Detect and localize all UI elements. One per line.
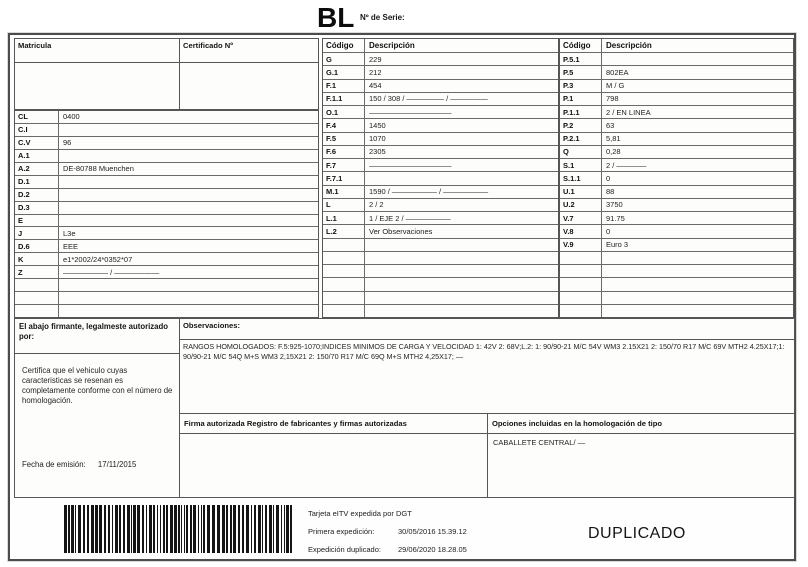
code-cell: F.1: [323, 80, 365, 92]
value-cell: 63: [606, 120, 615, 130]
value-cell: 0400: [63, 112, 80, 122]
code-row-F.7: [323, 159, 558, 172]
code-cell: [15, 279, 59, 291]
code-cell: V.7: [560, 212, 602, 224]
code-cell: [560, 252, 602, 264]
value-cell: [59, 189, 318, 201]
code-row-F.1.1: [323, 93, 558, 106]
empty-row: [323, 265, 558, 278]
firma-content: [180, 434, 487, 438]
barcode: [64, 505, 292, 553]
value-cell: 150 / 308 / ————— / —————: [369, 94, 488, 104]
signer-header-label: El abajo firmante, legalmeste autorizado por:: [19, 322, 169, 341]
empty-row: [15, 279, 318, 292]
observaciones-body-box: [179, 339, 795, 414]
serial-number-label: Nº de Serie:: [360, 13, 405, 22]
value-cell: 2 / 2: [369, 200, 384, 210]
code-row-C.I: [15, 124, 318, 137]
code-row-D.3: [15, 202, 318, 215]
matricula-label: Matricula: [15, 39, 179, 63]
code-cell: [15, 305, 59, 317]
signer-body-box: [14, 353, 180, 498]
value-cell: EEE: [63, 241, 79, 251]
code-cell: P.3: [560, 80, 602, 92]
empty-row: [323, 292, 558, 305]
value-cell: 3750: [606, 200, 623, 210]
duplicado-stamp: DUPLICADO: [588, 525, 686, 542]
code-cell: A.1: [15, 150, 59, 162]
code-row-D.6: [15, 240, 318, 253]
value-cell: 212: [369, 67, 382, 77]
code-cell: P.1: [560, 93, 602, 105]
certificado-label: Certificado Nº: [180, 39, 318, 63]
code-cell: M.1: [323, 186, 365, 198]
observaciones-label: Observaciones:: [183, 321, 240, 330]
middle-code-table: [322, 38, 559, 318]
value-cell: 0: [606, 226, 611, 236]
code-cell: [560, 278, 602, 290]
code-cell: C.I: [15, 124, 59, 136]
document-type-code: BL: [317, 2, 355, 33]
code-cell: C.V: [15, 137, 59, 149]
issue-date-value: 17/11/2015: [97, 460, 137, 469]
code-cell: Q: [560, 146, 602, 158]
code-column-header: Código: [323, 39, 365, 52]
code-cell: F.4: [323, 119, 365, 131]
code-row-V.8: [560, 225, 793, 238]
empty-row: [560, 305, 793, 317]
code-row-G: [323, 53, 558, 66]
value-cell: [59, 124, 318, 136]
code-cell: L: [323, 199, 365, 211]
value-cell: [365, 278, 558, 290]
code-cell: D.3: [15, 202, 59, 214]
duplicate-issue-label: Expedición duplicado:: [308, 545, 381, 554]
code-row-P.3: [560, 80, 793, 93]
code-row-K: [15, 253, 318, 266]
value-cell: [365, 252, 558, 264]
code-cell: G: [323, 53, 365, 65]
firma-label: Firma autorizada Registro de fabricantes y firmas autorizadas: [180, 414, 487, 434]
code-cell: [323, 252, 365, 264]
code-cell: F.1.1: [323, 93, 365, 105]
code-cell: [323, 278, 365, 290]
value-cell: 1 / EJE 2 / ——————: [369, 213, 451, 223]
code-cell: F.7: [323, 159, 365, 171]
code-cell: D.1: [15, 176, 59, 188]
code-row-Q: [560, 146, 793, 159]
code-cell: F.6: [323, 146, 365, 158]
empty-row: [323, 305, 558, 317]
code-cell: [323, 305, 365, 317]
value-cell: [602, 265, 793, 277]
duplicate-issue-value: 29/06/2020 18.28.05: [398, 545, 467, 554]
code-row-P.1.1: [560, 106, 793, 119]
value-cell: [602, 292, 793, 304]
empty-row: [323, 278, 558, 291]
code-cell: O.1: [323, 106, 365, 118]
code-cell: P.2: [560, 119, 602, 131]
value-cell: 0,28: [606, 147, 621, 157]
code-row-P.2.1: [560, 133, 793, 146]
code-cell: F.7.1: [323, 172, 365, 184]
opciones-box: [487, 413, 795, 498]
value-cell: 5,81: [606, 134, 621, 144]
code-row-P.1: [560, 93, 793, 106]
issuer-line: Tarjeta eITV expedida por DGT: [308, 509, 412, 518]
value-cell: e1*2002/24*0352*07: [63, 254, 133, 264]
code-row-F.1: [323, 80, 558, 93]
description-column-header: Descripción: [369, 41, 415, 50]
value-cell: 802EA: [606, 67, 629, 77]
code-cell: J: [15, 227, 59, 239]
value-cell: ———————————: [369, 107, 452, 117]
value-cell: 1450: [369, 120, 386, 130]
value-cell: [59, 202, 318, 214]
empty-row: [560, 265, 793, 278]
code-cell: A.2: [15, 163, 59, 175]
code-row-O.1: [323, 106, 558, 119]
code-row-L.1: [323, 212, 558, 225]
code-cell: [560, 305, 602, 317]
code-cell: P.2.1: [560, 133, 602, 145]
code-row-CL: [15, 111, 318, 124]
code-cell: V.9: [560, 239, 602, 251]
value-cell: [59, 279, 318, 291]
code-cell: S.1.1: [560, 172, 602, 184]
empty-row: [15, 292, 318, 305]
value-cell: [602, 252, 793, 264]
code-row-P.5.1: [560, 53, 793, 66]
first-issue-value: 30/05/2016 15.39.12: [398, 527, 467, 536]
code-cell: Z: [15, 266, 59, 278]
code-cell: U.2: [560, 199, 602, 211]
value-cell: 1070: [369, 134, 386, 144]
value-cell: [59, 176, 318, 188]
value-cell: [59, 292, 318, 304]
code-row-D.2: [15, 189, 318, 202]
value-cell: [59, 215, 318, 227]
code-row-A.1: [15, 150, 318, 163]
code-row-F.7.1: [323, 172, 558, 185]
value-cell: 0: [606, 173, 611, 183]
code-cell: P.5.1: [560, 53, 602, 65]
value-cell: M / G: [606, 81, 625, 91]
code-row-F.6: [323, 146, 558, 159]
value-cell: [59, 150, 318, 162]
value-cell: [602, 305, 793, 317]
code-cell: [560, 292, 602, 304]
barcode-bar: [290, 505, 292, 553]
value-cell: L3e: [63, 228, 76, 238]
code-row-L: [323, 199, 558, 212]
signer-header-box: [14, 318, 180, 354]
code-cell: E: [15, 215, 59, 227]
code-cell: U.1: [560, 186, 602, 198]
code-cell: L.2: [323, 225, 365, 237]
value-cell: 229: [369, 54, 382, 64]
value-cell: [602, 53, 793, 65]
empty-row: [323, 252, 558, 265]
code-row-D.1: [15, 176, 318, 189]
code-cell: D.6: [15, 240, 59, 252]
value-cell: [602, 278, 793, 290]
value-cell: DE-80788 Muenchen: [63, 164, 134, 174]
observaciones-text: RANGOS HOMOLOGADOS: F.5:925-1070;INDICES MINIMOS DE CARGA Y VELOCIDAD 1: 42V 2: 68V;L.2: 1: 90/90-21 M/C 54V WM3 2.15X21 2: 150/70 R17 M/C 69V MTH2 4.25X17;1: 90/90-21 M/C 54Q M+S WM3 2,15X21 2: 150/70 R17 M/C 69Q M+S MTH2 4,25X17; —: [183, 342, 785, 361]
code-row-G.1: [323, 66, 558, 79]
empty-row: [323, 239, 558, 252]
empty-row: [15, 305, 318, 317]
left-code-table: [14, 110, 319, 318]
value-cell: ———————————: [369, 160, 452, 170]
value-cell: —————— / ——————: [63, 267, 160, 277]
code-row-J: [15, 227, 318, 240]
description-column-header: Descripción: [606, 41, 652, 50]
code-cell: CL: [15, 111, 59, 123]
value-cell: [365, 265, 558, 277]
code-row-V.7: [560, 212, 793, 225]
opciones-value: CABALLETE CENTRAL/ —: [493, 438, 586, 447]
value-cell: Ver Observaciones: [369, 226, 433, 236]
certify-text: Certifica que el vehiculo cuyas caracteristicas se resenan es completamente conforme con el número de homologación.: [22, 366, 173, 405]
code-cell: G.1: [323, 66, 365, 78]
code-row-M.1: [323, 186, 558, 199]
value-cell: 454: [369, 81, 382, 91]
value-cell: 798: [606, 94, 619, 104]
code-cell: K: [15, 253, 59, 265]
code-cell: S.1: [560, 159, 602, 171]
value-cell: [59, 305, 318, 317]
firma-box: [179, 413, 488, 498]
table-header-row: [560, 39, 793, 53]
code-row-C.V: [15, 137, 318, 150]
observaciones-header-box: [179, 318, 795, 340]
code-row-U.1: [560, 186, 793, 199]
code-column-header: Código: [560, 39, 602, 52]
code-row-P.5: [560, 66, 793, 79]
code-row-F.5: [323, 133, 558, 146]
empty-row: [560, 278, 793, 291]
code-row-L.2: [323, 225, 558, 238]
value-cell: 91.75: [606, 213, 625, 223]
value-cell: 2 / EN LINEA: [606, 107, 651, 117]
code-cell: [323, 239, 365, 251]
opciones-label: Opciones incluidas en la homologación de tipo: [488, 414, 794, 434]
right-code-table: [559, 38, 794, 318]
code-row-U.2: [560, 199, 793, 212]
empty-row: [560, 292, 793, 305]
code-cell: [323, 265, 365, 277]
value-cell: 88: [606, 187, 615, 197]
table-header-row: [323, 39, 558, 53]
code-row-A.2: [15, 163, 318, 176]
code-row-Z: [15, 266, 318, 279]
first-issue-label: Primera expedición:: [308, 527, 375, 536]
code-cell: P.5: [560, 66, 602, 78]
code-row-E: [15, 215, 318, 228]
code-cell: [560, 265, 602, 277]
code-row-S.1: [560, 159, 793, 172]
value-cell: [365, 292, 558, 304]
issue-date-line: [22, 460, 136, 469]
code-cell: V.8: [560, 225, 602, 237]
issue-date-label: Fecha de emisión:: [22, 460, 86, 469]
certificado-box: [179, 38, 319, 110]
code-cell: P.1.1: [560, 106, 602, 118]
value-cell: Euro 3: [606, 240, 629, 250]
value-cell: 2305: [369, 147, 386, 157]
value-cell: 96: [63, 138, 72, 148]
code-cell: F.5: [323, 133, 365, 145]
value-cell: [365, 305, 558, 317]
code-cell: D.2: [15, 189, 59, 201]
code-cell: [323, 292, 365, 304]
value-cell: [365, 239, 558, 251]
empty-row: [560, 252, 793, 265]
code-cell: [15, 292, 59, 304]
code-cell: L.1: [323, 212, 365, 224]
code-row-P.2: [560, 119, 793, 132]
value-cell: 1590 / —————— / ——————: [369, 187, 489, 197]
matricula-box: [14, 38, 180, 110]
code-row-F.4: [323, 119, 558, 132]
code-row-V.9: [560, 239, 793, 252]
value-cell: 2 / ————: [606, 160, 647, 170]
code-row-S.1.1: [560, 172, 793, 185]
value-cell: [365, 172, 558, 184]
